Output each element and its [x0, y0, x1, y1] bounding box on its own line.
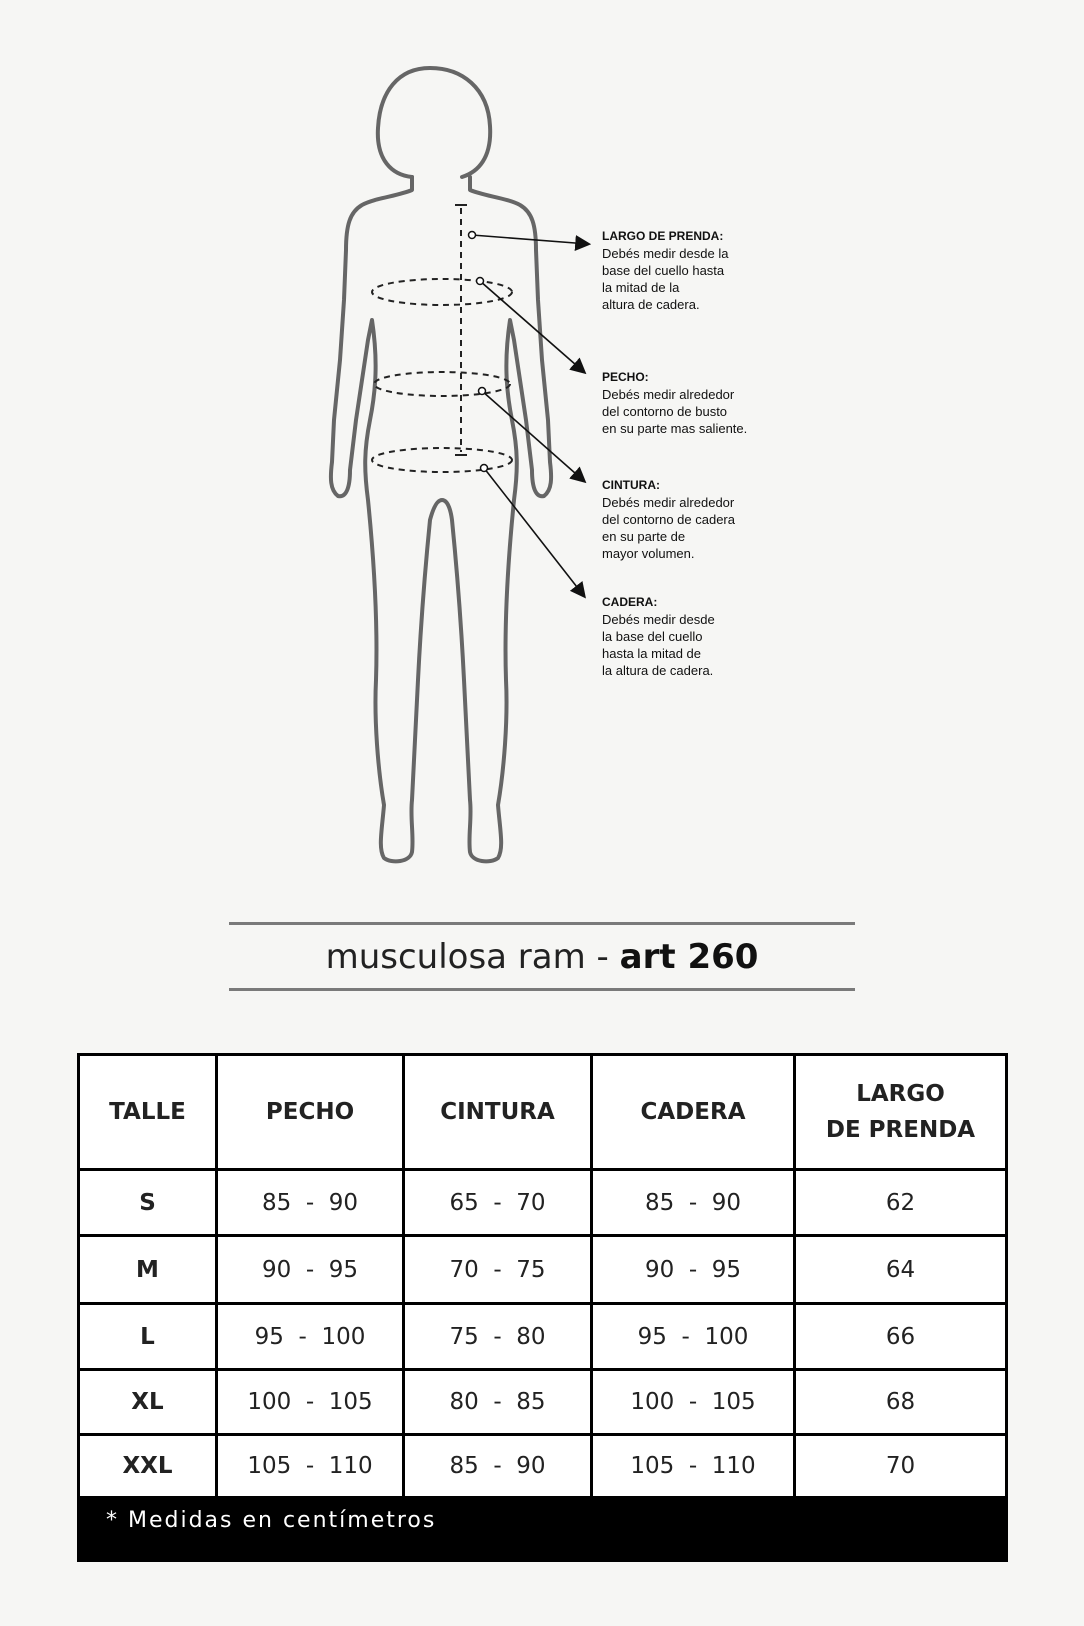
product-article: art 260 — [619, 937, 759, 977]
header-cintura: CINTURA — [405, 1056, 590, 1168]
annotation-largo: LARGO DE PRENDA: Debés medir desde la base del cuello hasta la mitad de la altura de cadera. — [602, 228, 802, 313]
annotation-pecho: PECHO: Debés medir alrededor del contorno de busto en su parte mas saliente. — [602, 369, 802, 437]
product-name: musculosa ram — [325, 937, 586, 977]
annotation-cintura: CINTURA: Debés medir alrededor del contorno de cadera en su parte de mayor volumen. — [602, 477, 802, 562]
arrow-pecho — [480, 281, 584, 372]
table-cell: 90 - 95 — [218, 1237, 402, 1302]
header-cadera: CADERA — [593, 1056, 793, 1168]
table-cell: 100 - 105 — [593, 1371, 793, 1433]
table-cell: 64 — [796, 1237, 1005, 1302]
table-cell: 95 - 100 — [218, 1305, 402, 1368]
annotation-title: CADERA: — [602, 595, 658, 609]
table-cell: 70 — [796, 1436, 1005, 1496]
table-cell: 62 — [796, 1171, 1005, 1234]
annotation-title: LARGO DE PRENDA: — [602, 229, 724, 243]
size-label: S — [80, 1171, 215, 1234]
table-cell: 70 - 75 — [405, 1237, 590, 1302]
size-label: XL — [80, 1371, 215, 1433]
table-cell: 65 - 70 — [405, 1171, 590, 1234]
table-cell: 90 - 95 — [593, 1237, 793, 1302]
table-cell: 100 - 105 — [218, 1371, 402, 1433]
header-largo — [796, 1056, 1005, 1168]
header-largo-line1: LARGO — [856, 1081, 945, 1107]
table-cell: 75 - 80 — [405, 1305, 590, 1368]
annotation-title: PECHO: — [602, 370, 649, 384]
annotation-cadera: CADERA: Debés medir desde la base del cuello hasta la mitad de la altura de cadera. — [602, 594, 802, 679]
size-label: L — [80, 1305, 215, 1368]
arrow-cintura — [482, 391, 584, 481]
title-rule-bottom — [229, 988, 855, 991]
table-cell: 105 - 110 — [593, 1436, 793, 1496]
table-cell: 80 - 85 — [405, 1371, 590, 1433]
table-cell: 105 - 110 — [218, 1436, 402, 1496]
header-largo-line2: DE PRENDA — [825, 1117, 976, 1143]
title-separator: - — [585, 937, 620, 977]
size-table — [77, 1053, 1008, 1562]
arrow-cadera — [484, 468, 584, 596]
product-title — [229, 932, 855, 982]
table-cell: 85 - 90 — [593, 1171, 793, 1234]
table-cell: 68 — [796, 1371, 1005, 1433]
annotation-title: CINTURA: — [602, 478, 660, 492]
footnote: * Medidas en centímetros — [106, 1508, 437, 1533]
table-cell: 66 — [796, 1305, 1005, 1368]
arrow-largo — [472, 235, 588, 244]
table-cell: 85 - 90 — [218, 1171, 402, 1234]
table-cell: 85 - 90 — [405, 1436, 590, 1496]
size-label: M — [80, 1237, 215, 1302]
title-rule-top — [229, 922, 855, 925]
header-pecho: PECHO — [218, 1056, 402, 1168]
header-talle: TALLE — [80, 1056, 215, 1168]
size-label: XXL — [80, 1436, 215, 1496]
table-cell: 95 - 100 — [593, 1305, 793, 1368]
